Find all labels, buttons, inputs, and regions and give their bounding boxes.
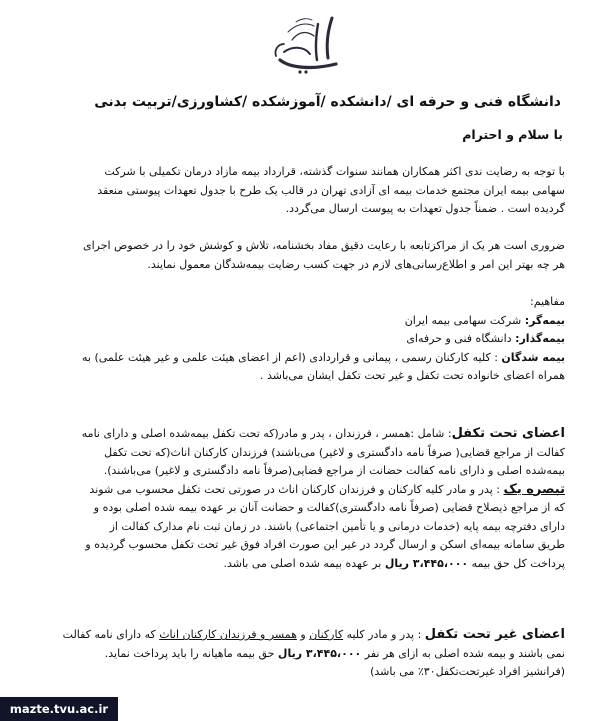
dependents-text: : شامل :همسر ، فرزندان ، پدر و مادر(که تحت تکفل بیمه‌شده اصلی و دارای نامه [81,427,452,440]
letter-title: دانشگاه فنی و حرفه ای /دانشکده /آموزشکده /کشاورزی/تربیت بدنی [94,94,561,110]
concepts-header: مفاهیم: [530,295,565,308]
insurer-value: شرکت سهامی بیمه ایران [404,313,525,327]
premium-amount: ۳،۴۴۵،۰۰۰ ریال [384,556,469,570]
concepts-section [34,293,565,386]
tolid-calligraphy-logo [262,10,350,76]
insured-line-2: همراه اعضای خانواده تحت تکفل و غیر تحت تکفل ایشان می‌باشد . [259,369,565,382]
note-label: تبصره یک [503,481,565,497]
insured-label: بیمه شدگان [501,350,565,364]
dependents-line-3: بیمه‌شده اصلی و دارای نامه کفالت حضانت از مراجع قضایی(صرفاً نامه دادگستری و لاغیر) می‌باشند). [103,464,565,477]
note-line [34,481,565,500]
insured-text: : کلیه کارکنان رسمی ، پیمانی و قراردادی (اعم از اعضای هیئت علمی و غیر هیئت علمی) به [82,350,502,364]
franchise-note: (فرانشیز افراد غیرتحت‌تکفل۳۰٪ می باشد) [370,665,565,678]
intro-line: با توجه به رضایت ندی اکثر همکاران همانند سنوات گذشته، قرارداد بیمه مازاد درمان تکمیلی با شرکت [104,165,565,178]
intro-line: سهامی بیمه ایران مجتمع خدمات بیمه ای آزادی تهران در قالب یک طرح با جدول تعهدات پیوستی منعقد [97,183,565,197]
non-dependents-line-2: نمی باشند و بیمه شده اصلی به ازای هر نفر ۳،۴۴۵،۰۰۰ ریال حق بیمه ماهیانه را باید پرداخت نماید. [104,646,565,660]
necessity-paragraph [34,237,565,274]
necessity-line: ضروری است هر یک از مراکزتابعه با رعایت دقیق مفاد بخشنامه، تلاش و کوشش خود را در خصوص اجرای [82,239,565,252]
note-text: : پدر و مادر کلیه کارکنان و فرزندان کارکنان اناث در صورتی تحت تکفل محسوب می شوند [89,482,504,496]
insurer-label: بیمه‌گر: [524,313,565,327]
non-dependents-line: اعضای غیر تحت تکفل : پدر و مادر کلیه کارکنان و همسر و فرزندان کارکنان اناث که دارای نامه کفالت [62,627,565,642]
policyholder-label: بیمه‌گذار: [515,332,565,345]
insured-line [34,349,565,368]
note-line-3: دارای دفترچه بیمه پایه (خدمات درمانی و یا تأمین اجتماعی) باشند. در زمان ثبت نام مدارک کفالت از [109,519,565,533]
note-line-2: که از مراجع ذیصلاح قضایی (صرفاً نامه دادگستری)کفالت و حضانت آنان بر عهده بیمه شده اصلی بوده و [93,501,565,514]
dependents-heading: اعضای تحت تکفل [451,426,565,441]
employees-underlined: کارکنان [309,628,344,641]
intro-line: گردیده است . ضمناً جدول تعهدات به پیوست ارسال می‌گردد. [285,202,565,215]
policyholder-value: دانشگاه فنی و حرفه‌ای [406,332,516,345]
greeting: با سلام و احترام [462,127,563,142]
dependents-section [34,425,565,573]
note-line-5: پرداخت کل حق بیمه ۳،۴۴۵،۰۰۰ ریال بر عهده بیمه شده اصلی می باشد. [223,556,565,570]
policyholder-line [34,330,565,349]
necessity-line: هر چه بهتر این امر و اطلاع‌رسانی‌های لازم در جهت کسب رضایت بیمه‌شدگان معمول نمایند. [147,257,565,271]
insurer-line [34,312,565,331]
non-dependents-heading: اعضای غیر تحت تکفل [424,627,565,642]
non-dependents-section [34,626,565,682]
dependents-line-2: کفالت از مراجع قضایی( صرفاً نامه دادگستری و لاغیر) می‌باشند) فرزندان کارکنان اناث(که تحت تکفل [104,445,565,459]
intro-paragraph [34,163,565,219]
note-line-4: طریق سامانه بیمه‌ای اسکن و ارسال گردد در غیر این صورت افراد فوق غیر تحت تکفل محسوب گردیده و [85,538,565,551]
dependents-line [34,425,565,444]
monthly-premium-amount: ۳،۴۴۵،۰۰۰ ریال [277,646,362,660]
site-footer-badge[interactable]: mazte.tvu.ac.ir [0,697,118,721]
spouse-children-underlined: همسر و فرزندان کارکنان اناث [159,628,297,641]
